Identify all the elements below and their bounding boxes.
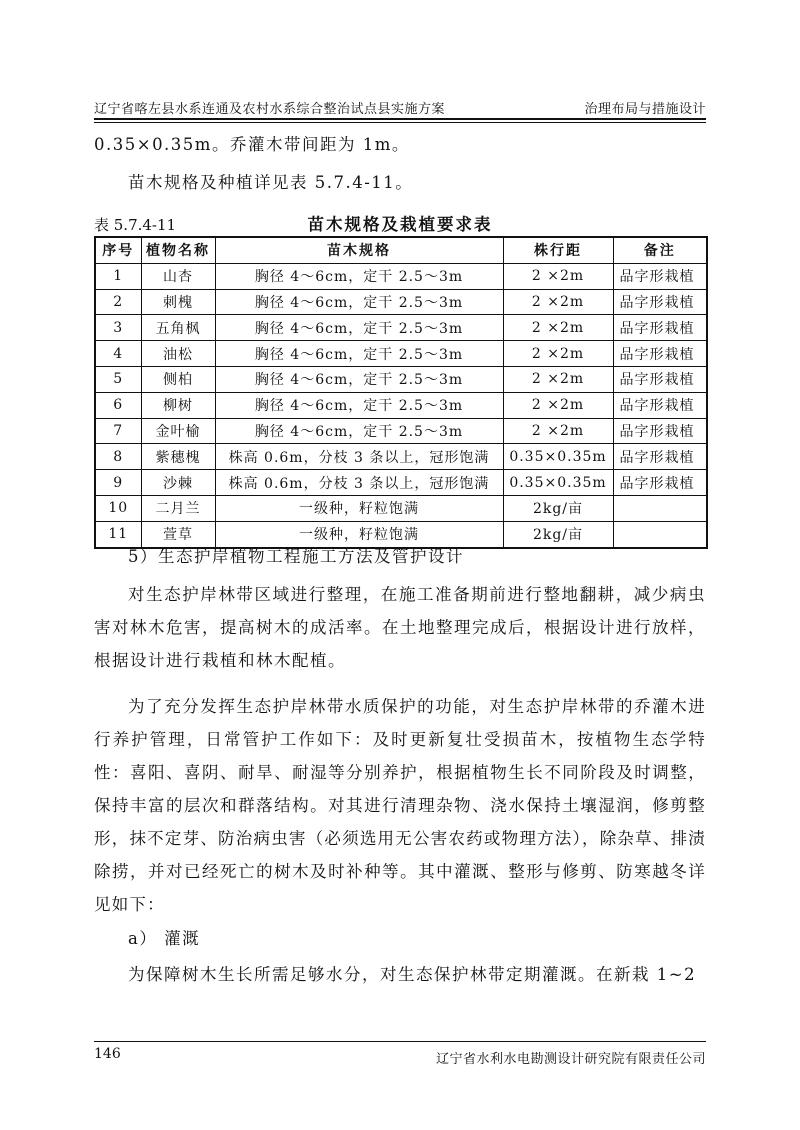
table-row	[95, 366, 707, 392]
table-row	[95, 289, 707, 315]
cell-plant-name: 五角枫	[141, 315, 215, 341]
cell-remark: 品字形栽植	[613, 470, 707, 496]
paragraph-irrigation: 为保障树木生长所需足够水分，对生态保护林带定期灌溉。在新栽 1~2	[128, 965, 697, 984]
cell-remark	[613, 495, 707, 521]
cell-remark: 品字形栽植	[613, 341, 707, 367]
cell-remark: 品字形栽植	[613, 418, 707, 444]
cell-spec: 株高 0.6m，分枝 3 条以上，冠形饱满	[215, 444, 503, 470]
header-chapter-title: 治理布局与措施设计	[584, 102, 706, 117]
cell-number: 5	[95, 366, 141, 392]
cell-remark: 品字形栽植	[613, 444, 707, 470]
cell-remark: 品字形栽植	[613, 366, 707, 392]
cell-spec: 胸径 4～6cm，定干 2.5～3m	[215, 341, 503, 367]
cell-plant-name: 金叶榆	[141, 418, 215, 444]
cell-remark: 品字形栽植	[613, 392, 707, 418]
cell-spec: 胸径 4～6cm，定干 2.5～3m	[215, 263, 503, 289]
paragraph-maintenance: 为了充分发挥生态护岸林带水质保护的功能，对生态护岸林带的乔灌木进行养护管理，日常管护工作如下：及时更新复壮受损苗木，按植物生态学特性：喜阳、喜阴、耐旱、耐湿等分别养护，根据植物生长不同阶段及时调整，保持丰富的层次和群落结构。对其进行清理杂物、浇水保持土壤湿润，修剪整形，抹不定芽、防治病虫害（必须选用无公害农药或物理方法），除杂草、排渍除捞，并对已经死亡的树木及时补种等。其中灌溉、整形与修剪、防寒越冬详见如下：	[94, 697, 706, 914]
cell-plant-name: 刺槐	[141, 289, 215, 315]
cell-plant-name: 柳树	[141, 392, 215, 418]
col-header-number: 序号	[95, 237, 141, 263]
cell-number: 4	[95, 341, 141, 367]
table-header-row	[95, 237, 707, 263]
cell-spacing: 2 ×2m	[503, 392, 613, 418]
cell-number: 3	[95, 315, 141, 341]
intro-line-1: 0.35×0.35m。乔灌木带间距为 1m。	[94, 135, 410, 154]
cell-remark: 品字形栽植	[613, 315, 707, 341]
cell-spacing: 0.35×0.35m	[503, 444, 613, 470]
header-rule	[94, 118, 706, 120]
intro-line-2: 苗木规格及种植详见表 5.7.4-11。	[128, 173, 414, 192]
paragraph-site-preparation: 对生态护岸林带区域进行整理，在施工准备期前进行整地翻耕，减少病虫害对林木危害，提高树木的成活率。在土地整理完成后，根据设计进行放样，根据设计进行栽植和林木配植。	[94, 585, 706, 670]
cell-spec: 一级种，籽粒饱满	[215, 521, 503, 547]
cell-spacing: 2 ×2m	[503, 263, 613, 289]
cell-number: 7	[95, 418, 141, 444]
cell-remark: 品字形栽植	[613, 263, 707, 289]
cell-spec: 胸径 4～6cm，定干 2.5～3m	[215, 289, 503, 315]
table-row	[95, 470, 707, 496]
cell-spacing: 2 ×2m	[503, 289, 613, 315]
footer-rule	[94, 1041, 706, 1042]
table-row	[95, 418, 707, 444]
cell-plant-name: 侧柏	[141, 366, 215, 392]
cell-spacing: 2kg/亩	[503, 495, 613, 521]
cell-spacing: 2 ×2m	[503, 366, 613, 392]
header-document-title: 辽宁省喀左县水系连通及农村水系综合整治试点县实施方案	[94, 102, 446, 117]
header-rule-thin	[94, 122, 706, 123]
cell-spec: 胸径 4～6cm，定干 2.5～3m	[215, 418, 503, 444]
table-row	[95, 392, 707, 418]
col-header-spacing: 株行距	[503, 237, 613, 263]
cell-plant-name: 紫穗槐	[141, 444, 215, 470]
cell-plant-name: 二月兰	[141, 495, 215, 521]
seedling-spec-table	[94, 236, 708, 549]
cell-spacing: 2 ×2m	[503, 315, 613, 341]
cell-plant-name: 萱草	[141, 521, 215, 547]
cell-number: 1	[95, 263, 141, 289]
col-header-spec: 苗木规格	[215, 237, 503, 263]
col-header-remark: 备注	[613, 237, 707, 263]
table-row	[95, 315, 707, 341]
table-row	[95, 495, 707, 521]
cell-spacing: 2 ×2m	[503, 341, 613, 367]
table-row	[95, 263, 707, 289]
cell-spacing: 2 ×2m	[503, 418, 613, 444]
subsection-heading-irrigation: a） 灌溉	[128, 929, 201, 948]
cell-number: 11	[95, 521, 141, 547]
table-row	[95, 444, 707, 470]
cell-spacing: 0.35×0.35m	[503, 470, 613, 496]
cell-number: 9	[95, 470, 141, 496]
col-header-plant-name: 植物名称	[141, 237, 215, 263]
cell-number: 10	[95, 495, 141, 521]
cell-number: 2	[95, 289, 141, 315]
cell-plant-name: 油松	[141, 341, 215, 367]
cell-spec: 胸径 4～6cm，定干 2.5～3m	[215, 392, 503, 418]
table-title: 苗木规格及栽植要求表	[307, 215, 493, 234]
cell-spacing: 2kg/亩	[503, 521, 613, 547]
section-heading: 5）生态护岸植物工程施工方法及管护设计	[128, 547, 464, 566]
cell-plant-name: 沙棘	[141, 470, 215, 496]
cell-plant-name: 山杏	[141, 263, 215, 289]
table-number: 表 5.7.4-11	[94, 216, 177, 234]
cell-spec: 胸径 4～6cm，定干 2.5～3m	[215, 366, 503, 392]
cell-remark: 品字形栽植	[613, 289, 707, 315]
footer-organization: 辽宁省水利水电勘测设计研究院有限责任公司	[435, 1052, 706, 1067]
page-number: 146	[94, 1046, 121, 1062]
cell-spec: 株高 0.6m，分枝 3 条以上，冠形饱满	[215, 470, 503, 496]
cell-number: 8	[95, 444, 141, 470]
table-row	[95, 341, 707, 367]
cell-spec: 一级种，籽粒饱满	[215, 495, 503, 521]
cell-number: 6	[95, 392, 141, 418]
cell-spec: 胸径 4～6cm，定干 2.5～3m	[215, 315, 503, 341]
